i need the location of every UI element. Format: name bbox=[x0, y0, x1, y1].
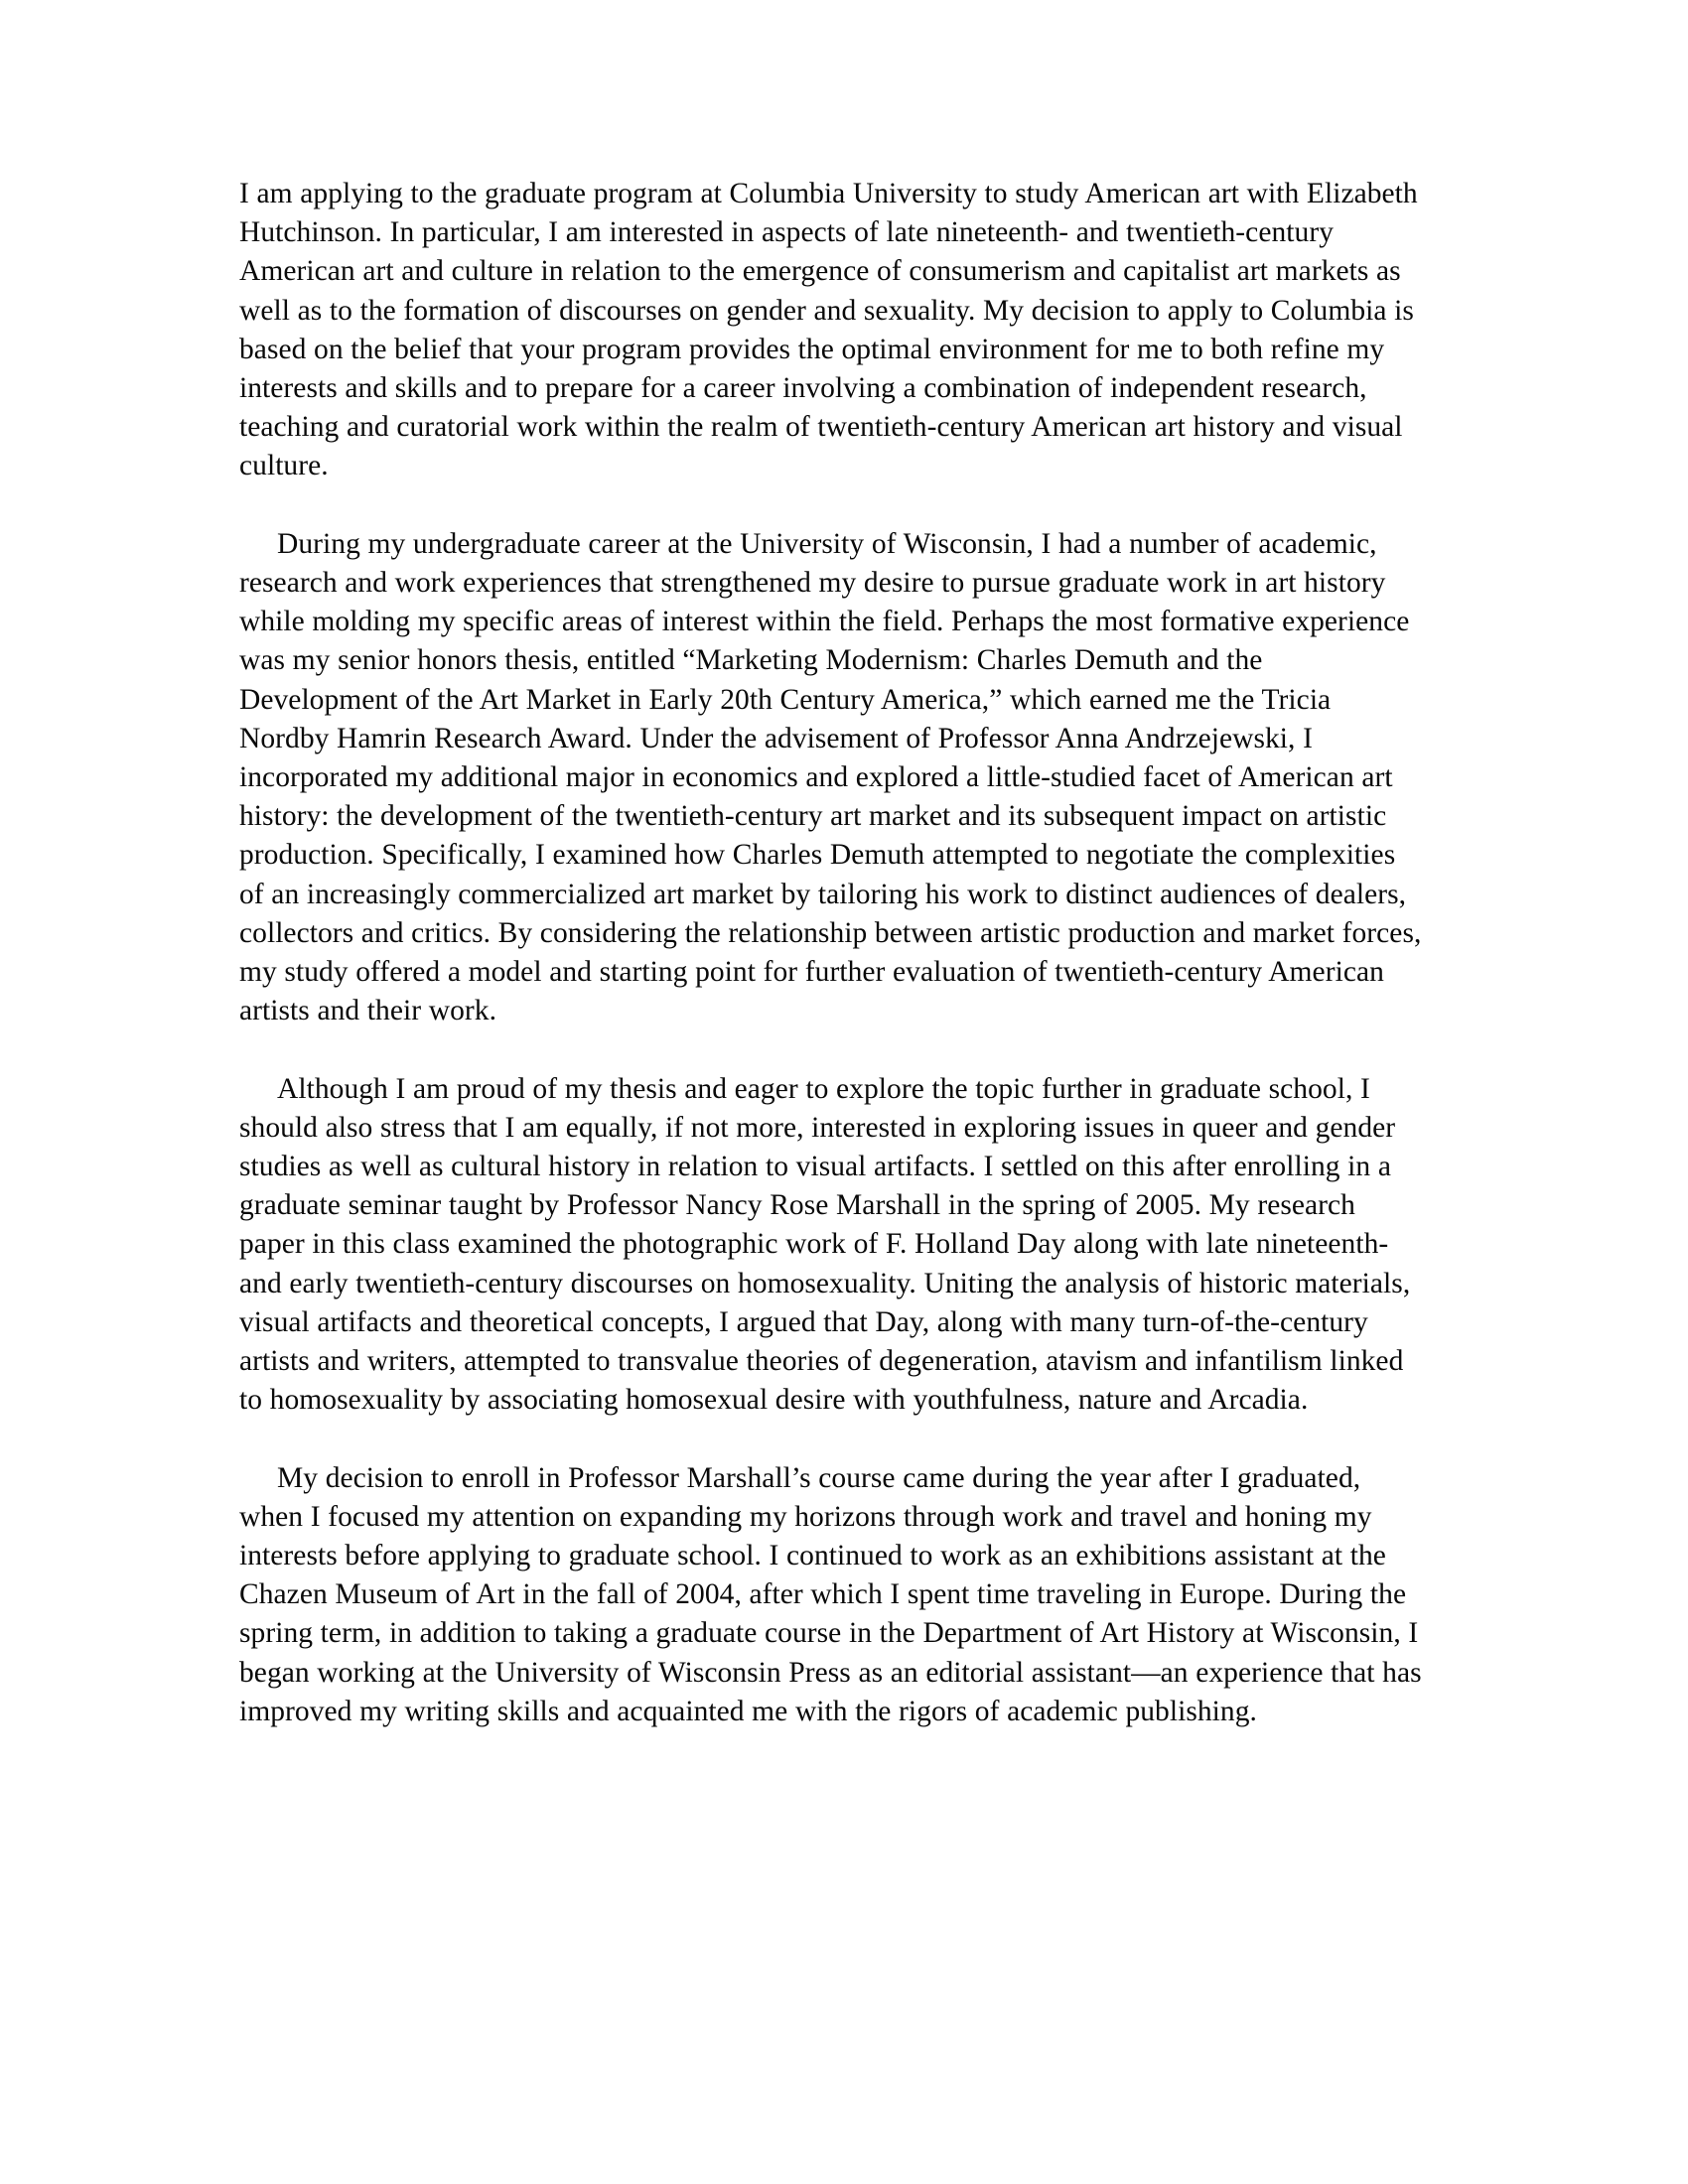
paragraph-2: During my undergraduate career at the University of Wisconsin, I had a number of academic, research and work experiences that strengthened my desire to pursue graduate work in art history while molding my specific areas of interest within the field. Perhaps the most formative experience was my senior honors thesis, entitled “Marketing Modernism: Charles Demuth and the Development of the Art Market in Early 20th Century America,” which earned me the Tricia Nordby Hamrin Research Award. Under the advisement of Professor Anna Andrzejewski, I incorporated my additional major in economics and explored a little-studied facet of American art history: the development of the twentieth-century art market and its subsequent impact on artistic production. Specifically, I examined how Charles Demuth attempted to negotiate the complexities of an increasingly commercialized art market by tailoring his work to distinct audiences of dealers, collectors and critics. By considering the relationship between artistic production and market forces, my study offered a model and starting point for further evaluation of twentieth-century American artists and their work. bbox=[239, 527, 1422, 1027]
paragraph-spacer bbox=[239, 1420, 1423, 1458]
page-bottom-margin bbox=[0, 1886, 1688, 2184]
paragraph-spacer bbox=[239, 1030, 1423, 1069]
paragraph-4: My decision to enroll in Professor Marshall’s course came during the year after I graduated, when I focused my attention on expanding my horizons through work and travel and honing my interests before applying to graduate school. I continued to work as an exhibitions assistant at the Chazen Museum of Art in the fall of 2004, after which I spent time traveling in Europe. During the spring term, in addition to taking a graduate course in the Department of Art History at Wisconsin, I began working at the University of Wisconsin Press as an editorial assistant—an experience that has improved my writing skills and acquainted me with the rigors of academic publishing. bbox=[239, 1461, 1422, 1727]
paragraph-1: I am applying to the graduate program at Columbia University to study American art with Elizabeth Hutchinson. In particular, I am interested in aspects of late nineteenth- and twentieth-century American art and culture in relation to the emergence of consumerism and capitalist art markets as well as to the formation of discourses on gender and sexuality. My decision to apply to Columbia is based on the belief that your program provides the optimal environment for me to both refine my interests and skills and to prepare for a career involving a combination of independent research, teaching and curatorial work within the realm of twentieth-century American art history and visual culture. bbox=[239, 178, 1418, 482]
paragraph-3: Although I am proud of my thesis and eager to explore the topic further in graduate school, I should also stress that I am equally, if not more, interested in exploring issues in queer and gender studies as well as cultural history in relation to visual artifacts. I settled on this after enrolling in a graduate seminar taught by Professor Nancy Rose Marshall in the spring of 2005. My research paper in this class examined the photographic work of F. Holland Day along with late nineteenth- and early twentieth-century discourses on homosexuality. Uniting the analysis of historic materials, visual artifacts and theoretical concepts, I argued that Day, along with many turn-of-the-century artists and writers, attempted to transvalue theories of degeneration, atavism and infantilism linked to homosexuality by associating homosexual desire with youthfulness, nature and Arcadia. bbox=[239, 1072, 1411, 1417]
paragraph-spacer bbox=[239, 486, 1423, 525]
document-text-column bbox=[239, 175, 1423, 1731]
